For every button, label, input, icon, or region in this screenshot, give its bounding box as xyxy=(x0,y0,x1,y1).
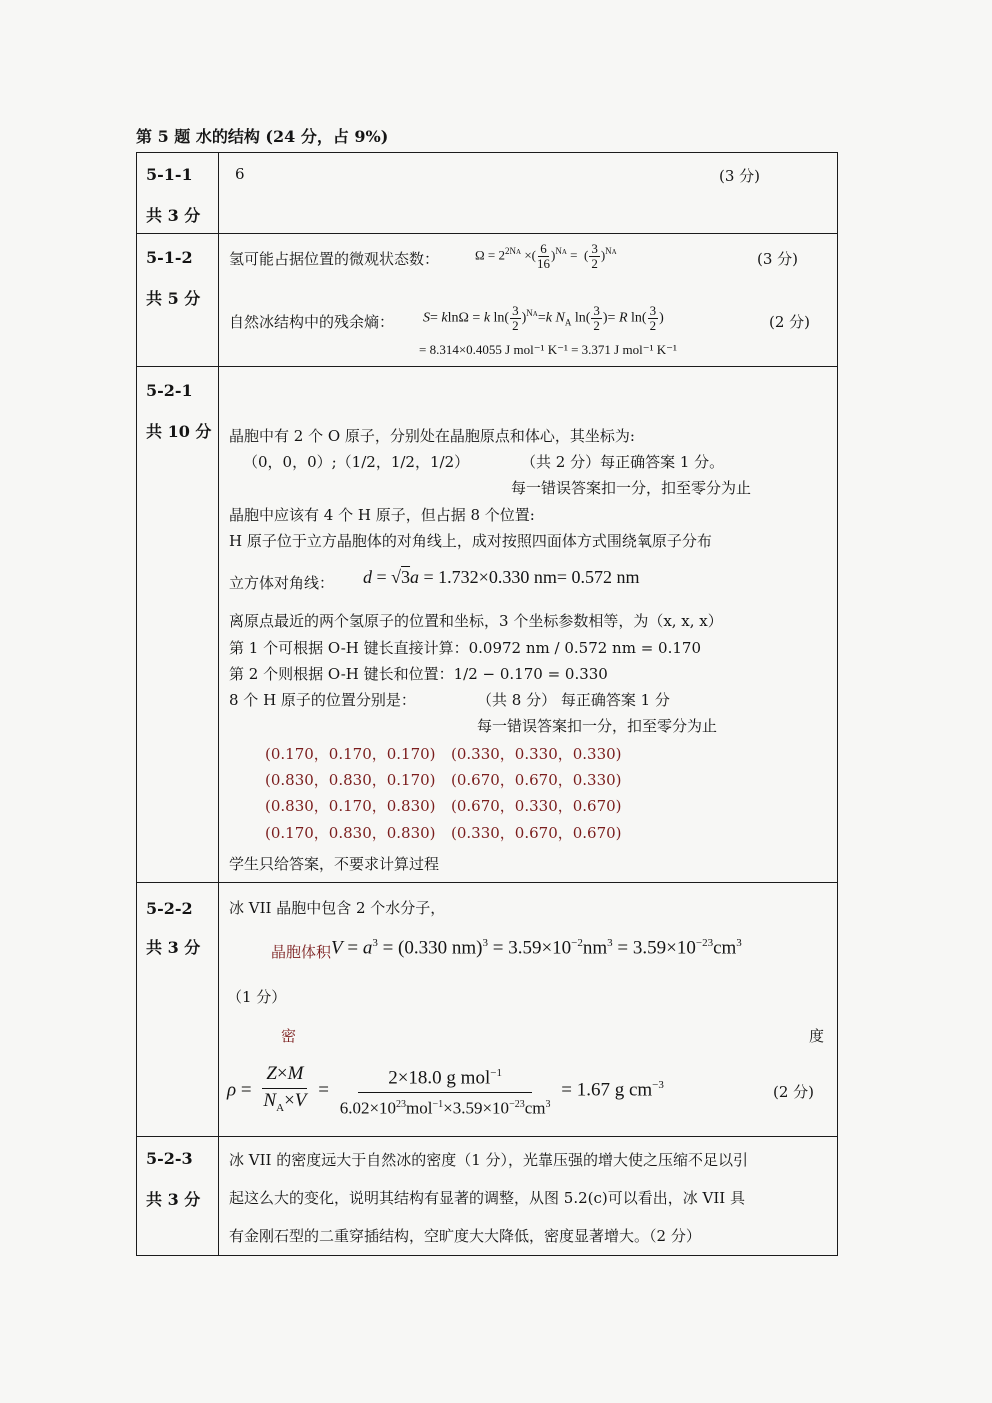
volume-label: 晶胞体积 xyxy=(271,943,332,961)
text-line: 每一错误答案扣一分，扣至零分为止 xyxy=(511,479,752,497)
text-line: 立方体对角线： xyxy=(229,574,335,592)
score: (3 分) xyxy=(757,250,799,268)
microstate-formula: $\Omega = 2^{2NA}$ ×( $\frac{6}{16}$ )$^{NA}$ = ( $\frac{3}{2}$ )$^{NA}$ xyxy=(475,241,617,271)
microstate-label: 氢可能占据位置的微观状态数： xyxy=(229,250,440,268)
volume-formula: $V = a^3 = (0.330$ $nm)^3 = 3.59\times 10^{-2}nm^3 = 3.59\times 10^{-23}cm^3$ xyxy=(331,937,742,959)
density-label-left: 密 xyxy=(281,1027,297,1045)
score: (2 分) xyxy=(773,1083,815,1101)
row-id: 5-2-2 xyxy=(146,899,193,918)
h-coordinate: (0.330，0.330，0.330) xyxy=(451,745,622,763)
row-5-1-2 xyxy=(137,234,838,367)
row-5-2-3 xyxy=(137,1137,838,1256)
text-line: 第 1 个可根据 O-H 键长直接计算：0.0972 nm / 0.572 nm = 0.170 xyxy=(229,639,701,657)
text-line: 每一错误答案扣一分，扣至零分为止 xyxy=(477,717,718,735)
row-total: 共 3 分 xyxy=(146,206,201,225)
text-line: 晶胞中应该有 4 个 H 原子，但占据 8 个位置: xyxy=(229,506,535,524)
text-line: 有金刚石型的二重穿插结构，空旷度大大降低，密度显著增大。（2 分） xyxy=(229,1227,701,1245)
row-total: 共 3 分 xyxy=(146,1190,201,1209)
text-line: （共 8 分） 每正确答案 1 分 xyxy=(477,691,670,709)
h-coordinate: (0.170，0.830，0.830) xyxy=(265,824,436,842)
row-total: 共 5 分 xyxy=(146,289,201,308)
row-5-1-1 xyxy=(137,153,838,234)
row-total: 共 3 分 xyxy=(146,938,201,957)
question-heading: 第 5 题 水的结构 (24 分，占 9%) xyxy=(136,127,389,146)
row-id: 5-2-3 xyxy=(146,1149,193,1168)
score: （1 分） xyxy=(227,988,287,1006)
score: (3 分) xyxy=(719,167,761,185)
diagonal-formula: d = √3a = 1.732×0.330 nm= 0.572 nm xyxy=(363,567,640,587)
text-line: 第 2 个则根据 O-H 键长和位置：1/2 − 0.170 = 0.330 xyxy=(229,665,608,683)
score: (2 分) xyxy=(769,313,811,331)
text-line: （0，0，0）;（1/2，1/2，1/2） xyxy=(243,453,470,471)
density-formula: ρ = $\frac{Z\times M}{N_A\times V}$ = 2×18.0 g mol$^{-1}$ $6.02\times 10^{23}mol^{-1}\times 3.59\times 10^{-23}cm^3$ = 1.67 g $cm^{-3}$ xyxy=(227,1061,664,1121)
h-coordinate: (0.670，0.330，0.670) xyxy=(451,797,622,815)
h-coordinate: (0.330，0.670，0.670) xyxy=(451,824,622,842)
text-line: H 原子位于立方晶胞体的对角线上，成对按照四面体方式围绕氧原子分布 xyxy=(229,532,712,550)
row-total: 共 10 分 xyxy=(146,422,212,441)
entropy-result: = 8.314×0.4055 J mol⁻¹ K⁻¹ = 3.371 J mol⁻¹ K⁻¹ xyxy=(419,342,677,357)
text-line: 起这么大的变化，说明其结构有显著的调整，从图 5.2(c)可以看出，冰 VII 具 xyxy=(229,1189,745,1207)
answer-table xyxy=(136,152,838,1256)
text-line: 冰 VII 的密度远大于自然冰的密度（1 分），光靠压强的增大使之压缩不足以引 xyxy=(229,1151,749,1169)
row-5-2-1 xyxy=(137,367,838,883)
text-line: 8 个 H 原子的位置分别是： xyxy=(229,691,416,709)
density-label-right: 度 xyxy=(809,1027,825,1045)
text-line: 学生只给答案，不要求计算过程 xyxy=(229,855,440,873)
h-coordinate: (0.830，0.170，0.830) xyxy=(265,797,436,815)
text-line: 冰 VII 晶胞中包含 2 个水分子， xyxy=(229,899,446,917)
h-coordinate: (0.830，0.830，0.170) xyxy=(265,771,436,789)
answer-value: 6 xyxy=(235,165,245,183)
text-line: 晶胞中有 2 个 O 原子，分别处在晶胞原点和体心，其坐标为: xyxy=(229,427,635,445)
row-id: 5-1-1 xyxy=(146,165,193,184)
entropy-formula: S= klnΩ = k ln( $\frac{3}{2}$ )$^{NA}$=k $N_A$ ln( $\frac{3}{2}$ )= R ln( $\frac{3}{2}$ ) xyxy=(423,303,664,333)
text-line: 离原点最近的两个氢原子的位置和坐标，3 个坐标参数相等，为（x, x, x） xyxy=(229,612,723,630)
text-line: （共 2 分）每正确答案 1 分。 xyxy=(521,453,725,471)
h-coordinate: (0.670，0.670，0.330) xyxy=(451,771,622,789)
h-coordinate: (0.170，0.170，0.170) xyxy=(265,745,436,763)
row-5-2-2 xyxy=(137,883,838,1137)
row-id: 5-2-1 xyxy=(146,381,193,400)
entropy-label: 自然冰结构中的残余熵： xyxy=(229,313,395,331)
row-id: 5-1-2 xyxy=(146,248,193,267)
